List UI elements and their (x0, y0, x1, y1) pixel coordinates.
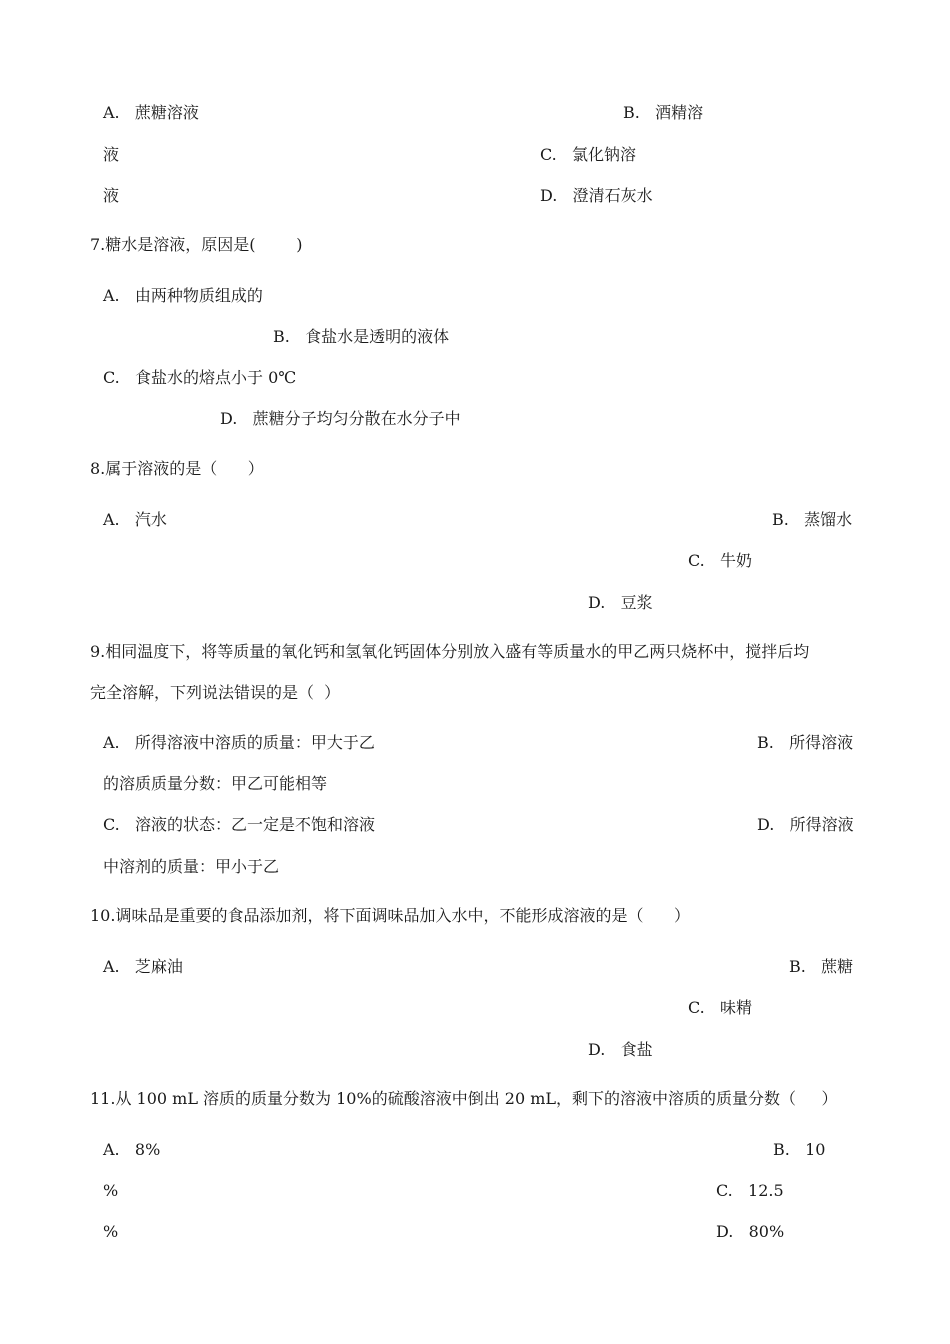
q8-option-c: C. 牛奶 (688, 551, 753, 570)
q10-stem: 10.调味品是重要的食品添加剂，将下面调味品加入水中，不能形成溶液的是（ ） (90, 906, 690, 925)
q10-option-c: C. 味精 (688, 998, 753, 1017)
q8-option-d: D. 豆浆 (588, 593, 653, 612)
q11-option-c-wrap: % (103, 1222, 119, 1241)
q9-stem-line1: 9.相同温度下，将等质量的氧化钙和氢氧化钙固体分别放入盛有等质量水的甲乙两只烧杯中，搅拌后均 (90, 642, 810, 661)
q11-option-b: B. 10 (773, 1140, 826, 1159)
q7-option-a: A. 由两种物质组成的 (103, 286, 263, 305)
q9-option-c: C. 溶液的状态：乙一定是不饱和溶液 (103, 815, 376, 834)
q9-option-d: D. 所得溶液 (757, 815, 854, 834)
q11-option-a: A. 8% (103, 1140, 161, 1159)
q11-option-d: D. 80% (716, 1222, 785, 1241)
q10-option-d: D. 食盐 (588, 1040, 653, 1059)
q7-option-d: D. 蔗糖分子均匀分散在水分子中 (220, 409, 461, 428)
q6-option-c-wrap: 液 (103, 186, 120, 205)
q9-option-d-wrap: 中溶剂的质量：甲小于乙 (103, 857, 280, 876)
q9-option-a: A. 所得溶液中溶质的质量：甲大于乙 (103, 733, 375, 752)
q7-option-c: C. 食盐水的熔点小于 0℃ (103, 368, 297, 387)
q10-option-b: B. 蔗糖 (789, 957, 854, 976)
q6-option-b: B. 酒精溶 (623, 103, 704, 122)
q8-option-b: B. 蒸馏水 (772, 510, 853, 529)
q8-option-a: A. 汽水 (103, 510, 167, 529)
q6-option-b-wrap: 液 (103, 145, 120, 164)
q7-stem: 7.糖水是溶液，原因是( ) (90, 235, 303, 254)
q11-option-b-wrap: % (103, 1181, 119, 1200)
q9-option-b: B. 所得溶液 (757, 733, 854, 752)
q6-option-a: A. 蔗糖溶液 (103, 103, 199, 122)
q11-option-c: C. 12.5 (716, 1181, 784, 1200)
q10-option-a: A. 芝麻油 (103, 957, 183, 976)
q6-option-c: C. 氯化钠溶 (540, 145, 637, 164)
q7-option-b: B. 食盐水是透明的液体 (273, 327, 450, 346)
q11-stem: 11.从 100 mL 溶质的质量分数为 10%的硫酸溶液中倒出 20 mL，剩下的溶液中溶质的质量分数（ ） (90, 1089, 838, 1108)
q6-option-d: D. 澄清石灰水 (540, 186, 653, 205)
q9-option-b-wrap: 的溶质质量分数：甲乙可能相等 (103, 774, 328, 793)
q8-stem: 8.属于溶液的是（ ） (90, 459, 264, 478)
q9-stem-line2: 完全溶解，下列说法错误的是（ ） (90, 683, 341, 702)
